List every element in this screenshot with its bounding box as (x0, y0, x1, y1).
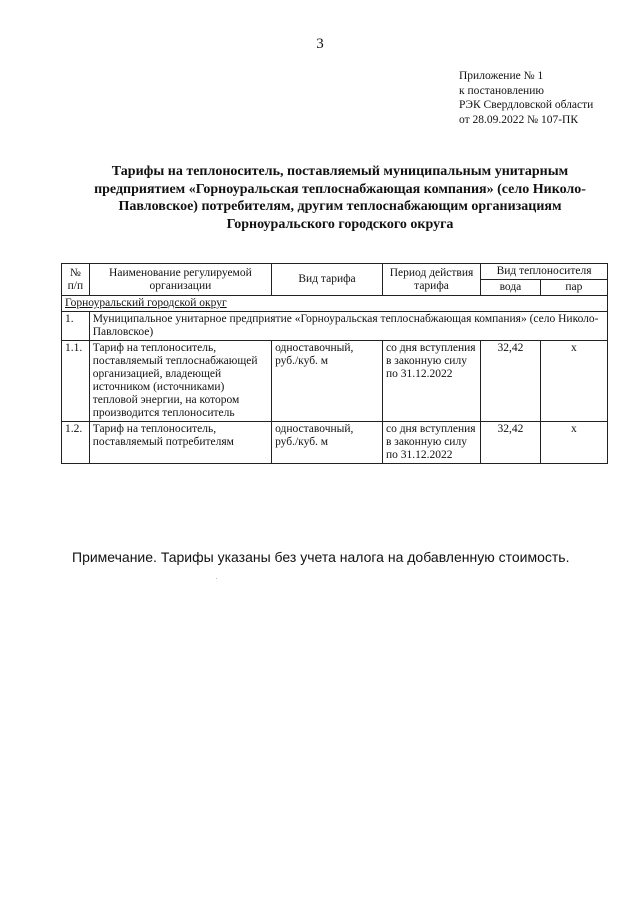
row-num: 1.1. (62, 341, 90, 422)
header-water: вода (481, 280, 541, 296)
title-line: Тарифы на теплоноситель, поставляемый муниципальным унитарным (111, 164, 569, 179)
row-period: со дня вступления в законную силу по 31.12.2022 (382, 422, 480, 464)
header-kind: Вид тарифа (272, 264, 383, 296)
header-num-line: № (69, 266, 81, 279)
row-kind: одноставочный, руб./куб. м (272, 422, 383, 464)
appendix-line: Приложение № 1 (459, 70, 544, 82)
header-name: Наименование регулируемой организации (89, 264, 271, 296)
table-header-row (62, 264, 608, 280)
header-num (62, 264, 90, 296)
title-line: Горноуральского городского округа (226, 216, 454, 232)
appendix-line: от 28.09.2022 № 107-ПК (459, 113, 579, 126)
table-row (62, 341, 608, 422)
table-row (62, 422, 608, 464)
row-kind: одноставочный, руб./куб. м (272, 341, 383, 422)
header-num-line: п/п (67, 279, 84, 292)
appendix-line: РЭК Свердловской области (459, 99, 594, 111)
appendix-line: к постановлению (459, 84, 544, 97)
tariff-table (61, 263, 608, 464)
header-period: Период действия тарифа (382, 264, 480, 296)
row-name: Тариф на теплоноситель, поставляемый потребителям (89, 422, 271, 464)
row-steam: х (540, 422, 607, 464)
organization-num: 1. (62, 312, 90, 341)
row-period: со дня вступления в законную силу по 31.12.2022 (382, 341, 480, 422)
district-name: Горноуральский городской округ (62, 296, 608, 312)
title-line: Павловское) потребителям, другим теплоснабжающим организациям (118, 199, 562, 214)
header-carrier: Вид теплоносителя (481, 264, 608, 280)
organization-row (62, 312, 608, 341)
page-number: 3 (316, 36, 324, 52)
title-line: предприятием «Горноуральская теплоснабжающая компания» (село Николо- (94, 181, 586, 197)
row-num: 1.2. (62, 422, 90, 464)
header-steam: пар (540, 280, 607, 296)
footnote: Примечание. Тарифы указаны без учета налога на добавленную стоимость. (72, 549, 570, 565)
organization-name: Муниципальное унитарное предприятие «Горноуральская теплоснабжающая компания» (село Николо-Павловское) (89, 312, 607, 341)
row-name: Тариф на теплоноситель, поставляемый теплоснабжающей организацией, владеющей источником (источниками) тепловой энергии, на котором производится теплоноситель (89, 341, 271, 422)
scan-speck (216, 578, 217, 579)
district-row (62, 296, 608, 312)
appendix-block (459, 69, 593, 127)
row-water: 32,42 (481, 341, 541, 422)
document-title (60, 163, 620, 233)
row-water: 32,42 (481, 422, 541, 464)
row-steam: х (540, 341, 607, 422)
